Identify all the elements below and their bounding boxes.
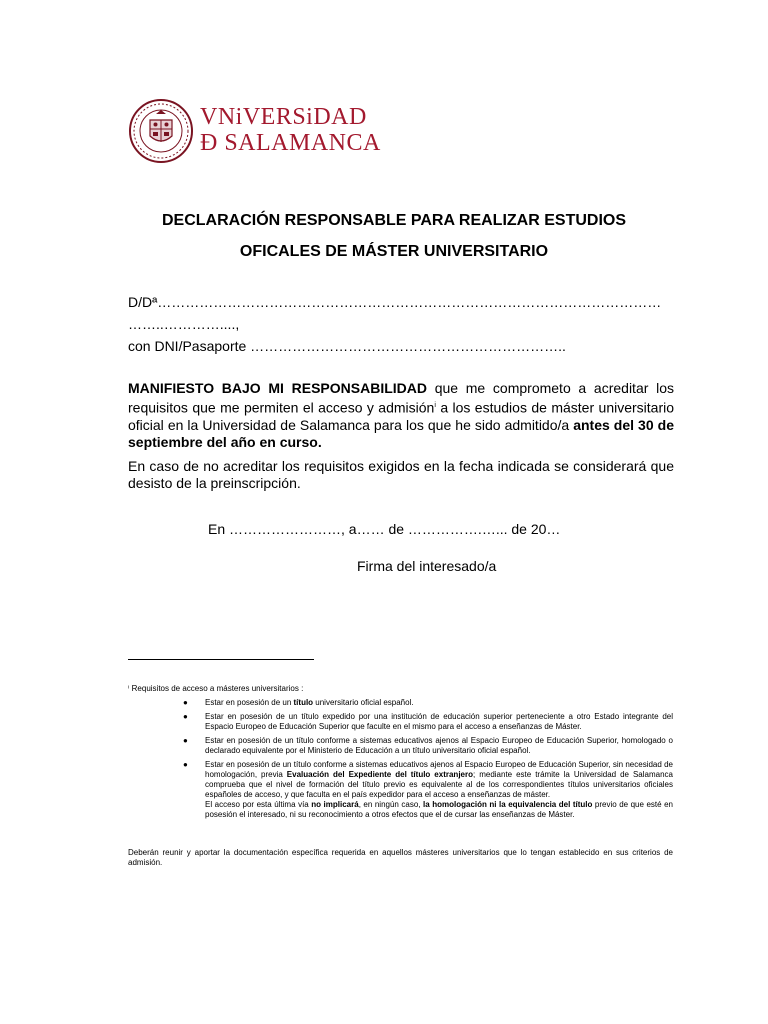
item4-bold: Evaluación del Expediente del título extranjero [286, 770, 473, 779]
logo-line-1: VNiVERSiDAD [200, 104, 367, 130]
university-seal-icon [128, 98, 194, 164]
place-date-line: En ……………………, a…… de …………….…... de 20… [208, 521, 561, 537]
item1-text: Estar en posesión de un [205, 698, 294, 707]
declaration-text-2: a los estudios de máster universitario oficial en la Universidad de Salamanca para los que he sido admitido/a [128, 399, 675, 433]
list-item [183, 712, 673, 732]
list-item [183, 736, 673, 756]
list-item [183, 760, 673, 820]
document-title [60, 205, 728, 267]
item1-bold: título [293, 698, 314, 707]
footnote-divider [128, 659, 314, 660]
dni-field: con DNI/Pasaporte ………………………………………………………….. [128, 338, 566, 354]
title-line-2: OFICALES DE MÁSTER UNIVERSITARIO [239, 243, 549, 260]
item4-bold-3: la homologación ni la equivalencia del título [423, 800, 593, 809]
title-line-1: DECLARACIÓN RESPONSABLE PARA REALIZAR ESTUDIOS [161, 212, 627, 229]
declaration-text-1: que me comprometo a acreditar los requisitos que me permiten el acceso y admisión [128, 380, 674, 416]
bullet-icon: ● [183, 760, 188, 769]
signature-label: Firma del interesado/a [357, 558, 497, 574]
footnote-mark: i [434, 402, 436, 409]
notice-paragraph: En caso de no acreditar los requisitos exigidos en la fecha indicada se considerará que desisto de la preinscripción. [128, 458, 674, 491]
item4-text: Estar en posesión de un título conforme a sistemas educativos ajenos al Espacio Europeo de Educación Superior, sin necesidad de homologación, previa [205, 760, 673, 779]
declaration-deadline: antes del 30 de septiembre del año en curso. [128, 416, 674, 450]
item2-text: Estar en posesión de un título expedido por una institución de educación superior perteneciente a otro Estado integrante del Espacio Europeo de Educación Superior que faculte en el mismo para el acceso a enseñanzas de Máster. [205, 712, 673, 731]
list-item [183, 698, 673, 708]
item4-text-5: previo de que esté en posesión el interesado, ni su reconocimiento a otros efectos que el de cursar las enseñanzas de Máster. [205, 800, 674, 819]
logo-line-2: Ð SALAMANCA [200, 130, 381, 156]
item1-text-end: universitario oficial español. [313, 698, 414, 707]
item4-text-4: , en ningún caso, [358, 800, 424, 809]
item4-text-3: El acceso por esta última vía [205, 800, 312, 809]
footnote-heading: ⁱ Requisitos de acceso a másteres universitarios : [128, 684, 304, 693]
name-field-line-1: D/Dª……………………………………………………………………………………………… [128, 294, 662, 310]
bullet-icon: ● [183, 712, 188, 721]
footnote-closing: Deberán reunir y aportar la documentación específica requerida en aquellos másteres universitarios que lo tengan establecido en sus criterios de admisión. [128, 848, 673, 867]
declaration-bold-lead: MANIFIESTO BAJO MI RESPONSABILIDAD [128, 380, 427, 396]
bullet-icon: ● [183, 736, 188, 745]
university-logo [128, 98, 381, 168]
declaration-paragraph [128, 380, 674, 451]
requirements-list [183, 698, 673, 824]
name-field-line-2: ……..…………...., [128, 316, 240, 332]
item4-text-2: ; mediante este trámite la Universidad de Salamanca comprueba que el nivel de formación del título previo es equivalente al de los correspondientes títulos universitarios oficiales españoles de acceso, y que faculta en el país expedidor para el acceso a enseñanzas de máster. [205, 770, 673, 799]
item3-text: Estar en posesión de un título conforme a sistemas educativos ajenos al Espacio Europeo de Educación Superior, homologado o declarado equivalente por el Ministerio de Educación a un título universitario oficial español. [205, 736, 673, 755]
university-wordmark [200, 104, 381, 156]
bullet-icon: ● [183, 698, 188, 707]
item4-bold-2: no implicará [311, 800, 359, 809]
